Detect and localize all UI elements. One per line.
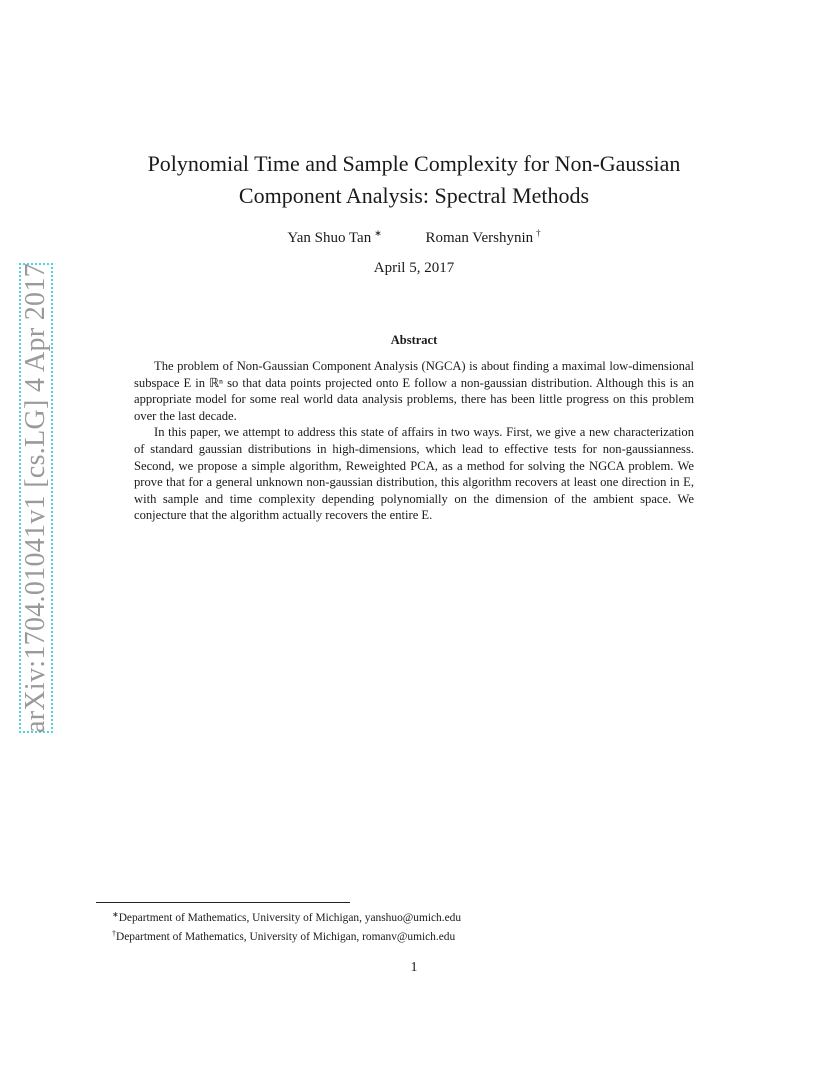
publication-date: April 5, 2017 — [373, 260, 455, 276]
author-2-name: Roman Vershynin — [425, 230, 534, 246]
footnote-1-text: Department of Mathematics, University of Michigan, yanshuo@umich.edu — [118, 912, 462, 924]
abstract-body — [134, 358, 694, 524]
page-number: 1 — [410, 960, 418, 975]
abstract-heading: Abstract — [390, 333, 438, 347]
paper-title — [100, 148, 728, 212]
footnote-1 — [112, 907, 732, 926]
abstract-paragraph-1: The problem of Non-Gaussian Component Analysis (NGCA) is about finding a maximal low-dimensional subspace E in ℝⁿ so that data points projected onto E follow a non-gaussian distribution. Although this is an appropriate model for some real world data analysis problems, there has been little progress on this problem over the last decade. — [134, 359, 694, 423]
footnote-2-text: Department of Mathematics, University of Michigan, romanv@umich.edu — [116, 931, 456, 943]
author-1 — [287, 228, 381, 247]
footnote-2-mark: † — [112, 929, 116, 938]
abstract-paragraph-2: In this paper, we attempt to address this state of affairs in two ways. First, we give a new characterization of standard gaussian distributions in high-dimensions, which lead to effective tests for non-gaussianness. Second, we propose a simple algorithm, Reweighted PCA, as a method for solving the NGCA problem. We prove that for a general unknown non-gaussian distribution, this algorithm recovers at least one direction in E, with sample and time complexity depending polynomially on the dimension of the ambient space. We conjecture that the algorithm actually recovers the entire E. — [134, 425, 694, 523]
title-line-1: Polynomial Time and Sample Complexity for Non-Gaussian — [147, 151, 681, 176]
footnote-rule — [96, 902, 350, 903]
author-2-footnote-mark[interactable]: † — [536, 228, 541, 238]
author-2 — [426, 228, 541, 247]
author-list — [0, 228, 828, 247]
footnotes — [112, 907, 732, 945]
footnote-2 — [112, 926, 732, 945]
author-1-name: Yan Shuo Tan — [287, 230, 372, 246]
arxiv-identifier-stamp[interactable]: arXiv:1704.01041v1 [cs.LG] 4 Apr 2017 — [20, 263, 51, 733]
title-line-2: Component Analysis: Spectral Methods — [238, 183, 590, 208]
footnote-1-mark: ∗ — [112, 910, 119, 919]
author-1-footnote-mark[interactable]: ∗ — [374, 228, 382, 238]
